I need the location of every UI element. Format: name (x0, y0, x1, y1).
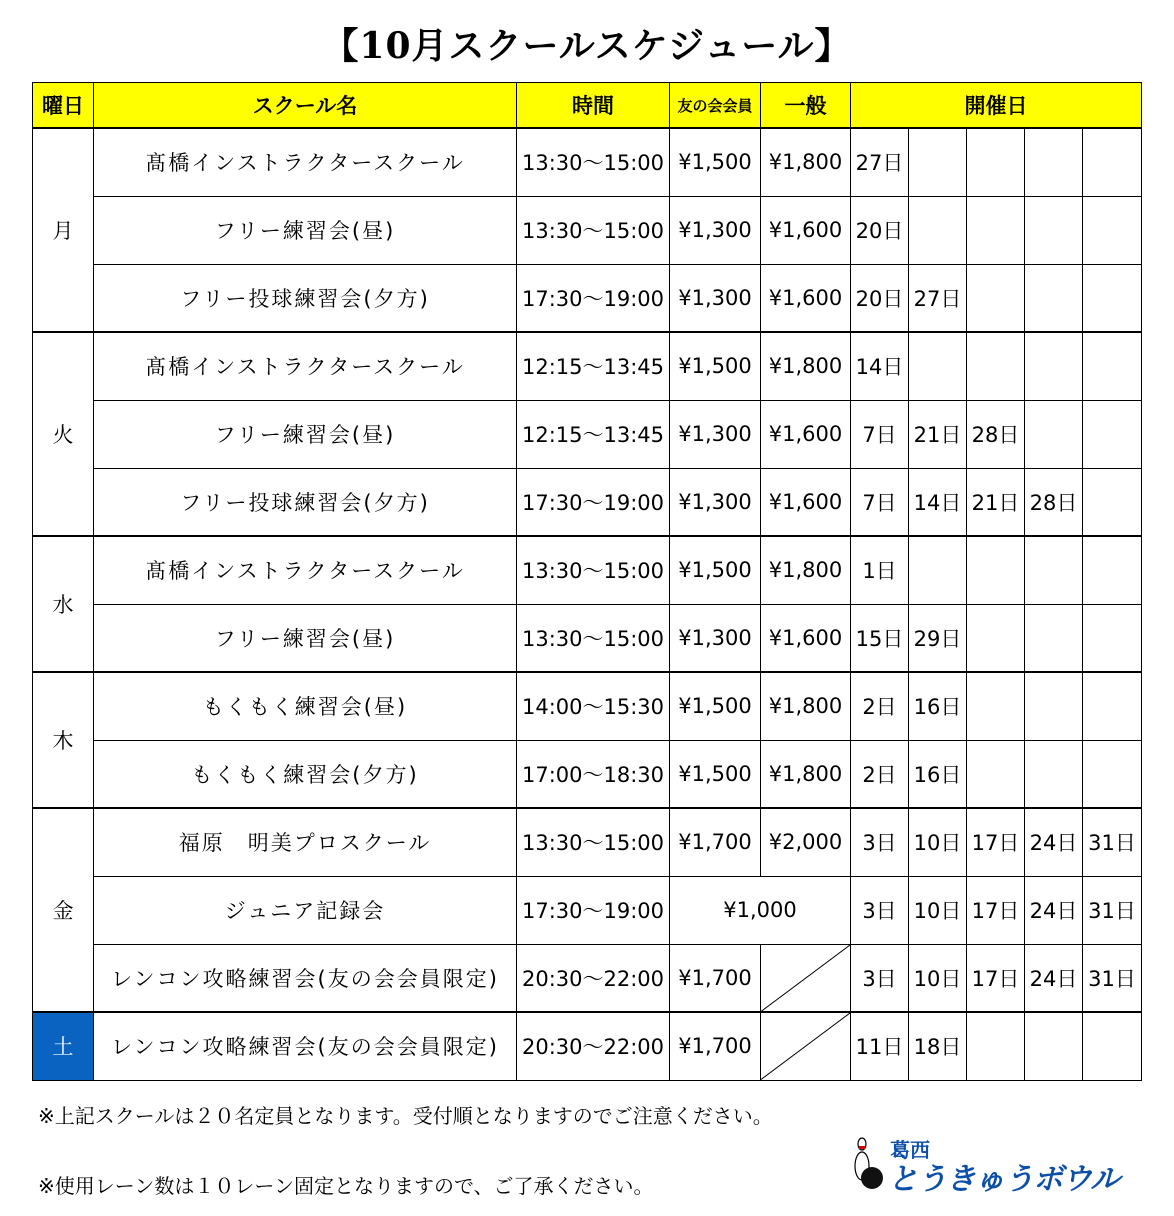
date-cell (909, 536, 967, 604)
time-cell: 13:30〜15:00 (517, 808, 670, 876)
date-cell: 20日 (851, 196, 909, 264)
school-name: フリー投球練習会(夕方) (94, 264, 517, 332)
time-cell: 20:30〜22:00 (517, 1012, 670, 1080)
header-general: 一般 (761, 83, 851, 129)
date-cell (967, 604, 1025, 672)
date-cell (967, 196, 1025, 264)
date-cell (1083, 672, 1142, 740)
time-cell: 17:00〜18:30 (517, 740, 670, 808)
table-row (33, 876, 1142, 944)
time-cell: 17:30〜19:00 (517, 264, 670, 332)
date-cell: 27日 (909, 264, 967, 332)
member-price: ¥1,700 (670, 1012, 761, 1080)
table-row (33, 740, 1142, 808)
date-cell: 11日 (851, 1012, 909, 1080)
date-cell (1083, 196, 1142, 264)
time-cell: 12:15〜13:45 (517, 400, 670, 468)
day-cell-mon: 月 (33, 128, 94, 332)
general-price: ¥1,800 (761, 332, 851, 400)
general-price: ¥1,800 (761, 740, 851, 808)
date-cell: 24日 (1025, 876, 1083, 944)
school-name: ジュニア記録会 (94, 876, 517, 944)
date-cell (1083, 740, 1142, 808)
date-cell: 17日 (967, 808, 1025, 876)
date-cell: 1日 (851, 536, 909, 604)
day-cell-fri: 金 (33, 808, 94, 1012)
table-row (33, 196, 1142, 264)
note-lanes: ※使用レーン数は１０レーン固定となりますので、ご了承ください。 (38, 1174, 654, 1198)
member-price: ¥1,300 (670, 468, 761, 536)
date-cell (1083, 128, 1142, 196)
member-price: ¥1,700 (670, 808, 761, 876)
date-cell (909, 196, 967, 264)
time-cell: 13:30〜15:00 (517, 128, 670, 196)
date-cell (1083, 332, 1142, 400)
time-cell: 17:30〜19:00 (517, 876, 670, 944)
date-cell (1025, 332, 1083, 400)
day-cell-wed: 水 (33, 536, 94, 672)
table-row (33, 944, 1142, 1012)
date-cell (1083, 468, 1142, 536)
member-price: ¥1,300 (670, 196, 761, 264)
date-cell: 16日 (909, 740, 967, 808)
table-row (33, 468, 1142, 536)
general-price: ¥1,600 (761, 468, 851, 536)
time-cell: 13:30〜15:00 (517, 196, 670, 264)
schedule-table (32, 82, 1142, 1081)
member-price: ¥1,500 (670, 672, 761, 740)
general-price: ¥1,600 (761, 196, 851, 264)
school-name: レンコン攻略練習会(友の会会員限定) (94, 1012, 517, 1080)
not-applicable-cell (761, 944, 851, 1012)
member-price: ¥1,300 (670, 264, 761, 332)
member-price: ¥1,500 (670, 128, 761, 196)
school-name: 髙橋インストラクタースクール (94, 332, 517, 400)
table-row (33, 400, 1142, 468)
date-cell: 28日 (967, 400, 1025, 468)
general-price: ¥1,800 (761, 536, 851, 604)
date-cell (1025, 128, 1083, 196)
date-cell: 29日 (909, 604, 967, 672)
date-cell (1025, 740, 1083, 808)
member-price: ¥1,300 (670, 604, 761, 672)
school-name: レンコン攻略練習会(友の会会員限定) (94, 944, 517, 1012)
date-cell: 27日 (851, 128, 909, 196)
general-price: ¥2,000 (761, 808, 851, 876)
date-cell (1025, 672, 1083, 740)
time-cell: 17:30〜19:00 (517, 468, 670, 536)
general-price: ¥1,600 (761, 604, 851, 672)
date-cell: 10日 (909, 808, 967, 876)
date-cell: 31日 (1083, 876, 1142, 944)
general-price: ¥1,600 (761, 264, 851, 332)
date-cell (1025, 604, 1083, 672)
date-cell (967, 536, 1025, 604)
table-row (33, 128, 1142, 196)
date-cell: 17日 (967, 944, 1025, 1012)
date-cell: 24日 (1025, 808, 1083, 876)
table-row (33, 672, 1142, 740)
date-cell (1083, 1012, 1142, 1080)
general-price: ¥1,800 (761, 128, 851, 196)
diagonal-slash-icon (761, 945, 850, 1012)
diagonal-slash-icon (761, 1013, 850, 1080)
school-name: フリー練習会(昼) (94, 196, 517, 264)
time-cell: 13:30〜15:00 (517, 536, 670, 604)
date-cell (967, 332, 1025, 400)
date-cell (1025, 1012, 1083, 1080)
table-row (33, 264, 1142, 332)
logo-main-text: とうきゅうボウル (888, 1162, 1120, 1197)
date-cell (1083, 264, 1142, 332)
school-name: もくもく練習会(昼) (94, 672, 517, 740)
header-day: 曜日 (33, 83, 94, 129)
table-row (33, 332, 1142, 400)
school-name: 髙橋インストラクタースクール (94, 536, 517, 604)
date-cell: 3日 (851, 808, 909, 876)
member-price: ¥1,300 (670, 400, 761, 468)
date-cell: 14日 (851, 332, 909, 400)
not-applicable-cell (761, 1012, 851, 1080)
school-name: フリー練習会(昼) (94, 400, 517, 468)
date-cell: 2日 (851, 672, 909, 740)
date-cell: 18日 (909, 1012, 967, 1080)
day-cell-tue: 火 (33, 332, 94, 536)
member-price: ¥1,700 (670, 944, 761, 1012)
date-cell (1025, 536, 1083, 604)
date-cell: 10日 (909, 944, 967, 1012)
date-cell (1083, 536, 1142, 604)
note-capacity: ※上記スクールは２０名定員となります。受付順となりますのでご注意ください。 (38, 1104, 773, 1128)
date-cell: 7日 (851, 400, 909, 468)
date-cell: 3日 (851, 944, 909, 1012)
date-cell (1083, 400, 1142, 468)
logo (848, 1134, 1138, 1197)
logo-top-text: 葛西 (890, 1138, 930, 1162)
school-name: 髙橋インストラクタースクール (94, 128, 517, 196)
school-name: フリー練習会(昼) (94, 604, 517, 672)
school-name: フリー投球練習会(夕方) (94, 468, 517, 536)
date-cell (909, 128, 967, 196)
general-price: ¥1,600 (761, 400, 851, 468)
member-price: ¥1,500 (670, 536, 761, 604)
date-cell (967, 672, 1025, 740)
date-cell: 15日 (851, 604, 909, 672)
date-cell: 16日 (909, 672, 967, 740)
table-row (33, 808, 1142, 876)
date-cell: 24日 (1025, 944, 1083, 1012)
shared-price: ¥1,000 (670, 876, 851, 944)
header-dates: 開催日 (851, 83, 1142, 129)
page-title: 【10月スクールスケジュール】 (322, 25, 852, 67)
date-cell: 31日 (1083, 944, 1142, 1012)
date-cell: 7日 (851, 468, 909, 536)
time-cell: 20:30〜22:00 (517, 944, 670, 1012)
date-cell (1025, 196, 1083, 264)
date-cell: 21日 (967, 468, 1025, 536)
day-cell-thu: 木 (33, 672, 94, 808)
header-time: 時間 (517, 83, 670, 129)
date-cell (967, 128, 1025, 196)
date-cell: 3日 (851, 876, 909, 944)
bowling-pin-icon (848, 1134, 888, 1194)
table-row (33, 536, 1142, 604)
member-price: ¥1,500 (670, 332, 761, 400)
day-cell-sat: 土 (33, 1012, 94, 1080)
date-cell: 28日 (1025, 468, 1083, 536)
time-cell: 12:15〜13:45 (517, 332, 670, 400)
time-cell: 13:30〜15:00 (517, 604, 670, 672)
date-cell (967, 1012, 1025, 1080)
date-cell (967, 740, 1025, 808)
date-cell (967, 264, 1025, 332)
table-row (33, 1012, 1142, 1080)
general-price: ¥1,800 (761, 672, 851, 740)
date-cell: 20日 (851, 264, 909, 332)
header-school: スクール名 (94, 83, 517, 129)
date-cell: 14日 (909, 468, 967, 536)
member-price: ¥1,500 (670, 740, 761, 808)
date-cell: 10日 (909, 876, 967, 944)
date-cell: 17日 (967, 876, 1025, 944)
date-cell (1083, 604, 1142, 672)
date-cell (1025, 264, 1083, 332)
school-name: 福原 明美プロスクール (94, 808, 517, 876)
date-cell (909, 332, 967, 400)
date-cell: 2日 (851, 740, 909, 808)
header-member: 友の会会員 (670, 83, 761, 129)
header-row (33, 83, 1142, 129)
time-cell: 14:00〜15:30 (517, 672, 670, 740)
date-cell (1025, 400, 1083, 468)
date-cell: 21日 (909, 400, 967, 468)
date-cell: 31日 (1083, 808, 1142, 876)
table-row (33, 604, 1142, 672)
school-name: もくもく練習会(夕方) (94, 740, 517, 808)
